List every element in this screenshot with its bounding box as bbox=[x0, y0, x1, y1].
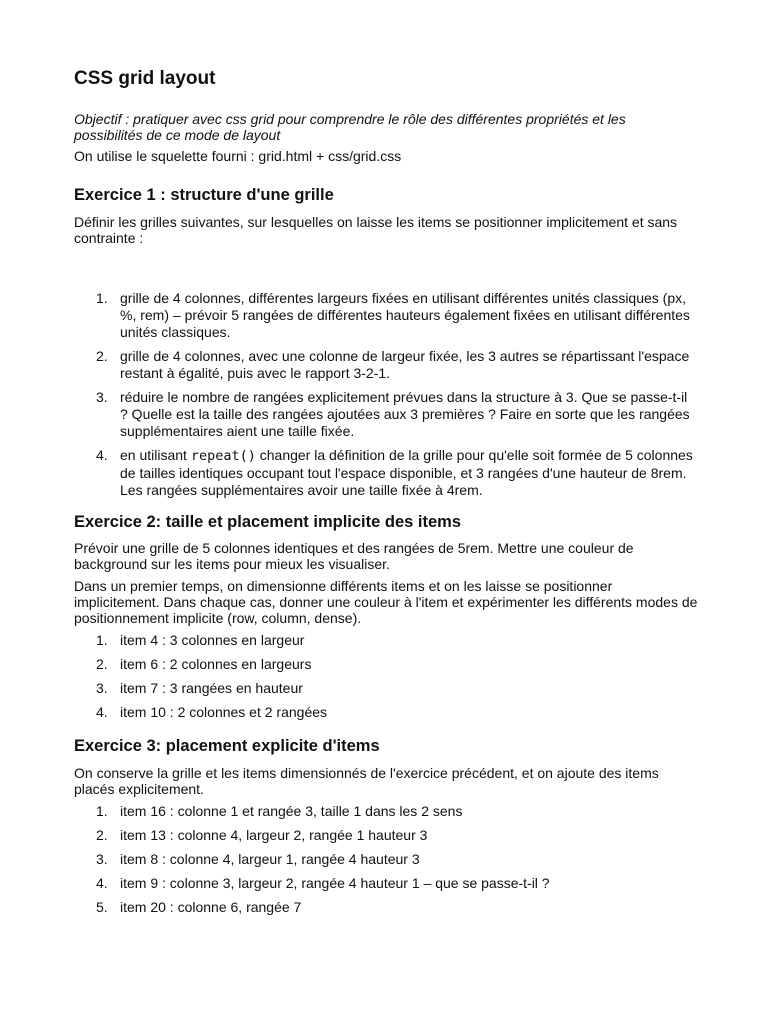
list-item-text-start: en utilisant bbox=[120, 446, 191, 463]
list-item bbox=[74, 290, 698, 341]
list-item-text: grille de 4 colonnes, avec une colonne de largeur fixée, les 3 autres se répartissant l'espace restant à égalité, puis avec le rapport 3-2-1. bbox=[120, 347, 690, 381]
code-snippet: repeat() bbox=[190, 447, 256, 464]
list-item bbox=[74, 803, 698, 820]
exercise-2-heading: Exercice 2: taille et placement implicite des items bbox=[74, 512, 462, 531]
list-item-text: item 10 : 2 colonnes et 2 rangées bbox=[120, 704, 328, 721]
list-item-number: 2. bbox=[96, 347, 108, 364]
list-item bbox=[74, 827, 698, 844]
list-item bbox=[74, 704, 698, 721]
list-item-text: item 13 : colonne 4, largeur 2, rangée 1 hauteur 3 bbox=[120, 827, 428, 844]
list-item-text: item 6 : 2 colonnes en largeurs bbox=[120, 656, 312, 673]
list-item-number: 1. bbox=[96, 289, 108, 306]
exercise-3-list bbox=[74, 803, 698, 916]
list-item bbox=[74, 851, 698, 868]
intro-text: On utilise le squelette fourni : grid.html + css/grid.css bbox=[74, 147, 402, 164]
page-title: CSS grid layout bbox=[74, 68, 216, 89]
list-item-text: item 4 : 3 colonnes en largeur bbox=[120, 632, 305, 649]
list-item-number: 1. bbox=[96, 632, 108, 649]
exercise-1-list bbox=[74, 290, 698, 499]
list-item-number: 3. bbox=[96, 851, 108, 868]
list-item-number: 2. bbox=[96, 656, 108, 673]
exercise-2-paragraph-2: Dans un premier temps, on dimensionne différents items et on les laisse se positionner implicitement. Dans chaque cas, donner une couleur à l'item et expérimenter les différents modes de positionnement implicite (row, column, dense). bbox=[74, 578, 698, 627]
list-item-number: 4. bbox=[96, 446, 108, 463]
list-item-text: item 9 : colonne 3, largeur 2, rangée 4 hauteur 1 – que se passe-t-il ? bbox=[120, 875, 550, 892]
document-page bbox=[74, 68, 698, 923]
exercise-3-paragraph-1: On conserve la grille et les items dimensionnés de l'exercice précédent, et on ajoute des items placés explicitement. bbox=[74, 765, 659, 798]
list-item-text-end: changer la définition de la grille pour qu'elle soit formée de 5 colonnes de tailles identiques occupant tout l'espace disponible, et 3 rangées d'une hauteur de 8rem. Les rangées supplémentaires avoir une taille fixée à 4rem. bbox=[120, 446, 693, 498]
list-item-text: grille de 4 colonnes, différentes largeurs fixées en utilisant différentes unités classiques (px, %, rem) – prévoir 5 rangées de différentes hauteurs également fixées en utilisant différentes unités classiques. bbox=[120, 289, 690, 340]
list-item-text: item 20 : colonne 6, rangée 7 bbox=[120, 899, 302, 916]
list-item-text: réduire le nombre de rangées explicitement prévues dans la structure à 3. Que se passe-t-il ? Quelle est la taille des rangées ajoutées aux 3 premières ? Faire en sorte que les rangées supplémentaires aient une taille fixée. bbox=[120, 388, 690, 439]
list-item bbox=[74, 632, 698, 649]
list-item-number: 1. bbox=[96, 803, 108, 820]
list-item-text: item 8 : colonne 4, largeur 1, rangée 4 hauteur 3 bbox=[120, 851, 420, 868]
list-item-number: 2. bbox=[96, 827, 108, 844]
exercise-1-heading: Exercice 1 : structure d'une grille bbox=[74, 185, 334, 204]
list-item bbox=[74, 348, 698, 382]
exercise-1-description: Définir les grilles suivantes, sur lesquelles on laisse les items se positionner implicitement et sans contrainte : bbox=[74, 213, 678, 246]
exercise-2-paragraph-1: Prévoir une grille de 5 colonnes identiques et des rangées de 5rem. Mettre une couleur de background sur les items pour mieux les visualiser. bbox=[74, 540, 634, 573]
list-item-number: 4. bbox=[96, 875, 108, 892]
list-item-text: item 16 : colonne 1 et rangée 3, taille 1 dans les 2 sens bbox=[120, 803, 463, 820]
list-item-number: 5. bbox=[96, 899, 108, 916]
list-item-number: 4. bbox=[96, 704, 108, 721]
objective-text: Objectif : pratiquer avec css grid pour comprendre le rôle des différentes propriétés et les possibilités de ce mode de layout bbox=[74, 110, 626, 143]
list-item bbox=[74, 447, 698, 499]
list-item bbox=[74, 875, 698, 892]
list-item-number: 3. bbox=[96, 680, 108, 697]
exercise-2-list bbox=[74, 632, 698, 721]
exercise-3-heading: Exercice 3: placement explicite d'items bbox=[74, 737, 380, 756]
list-item bbox=[74, 680, 698, 697]
list-item-text: item 7 : 3 rangées en hauteur bbox=[120, 680, 303, 697]
list-item-number: 3. bbox=[96, 388, 108, 405]
list-item bbox=[74, 899, 698, 916]
list-item bbox=[74, 656, 698, 673]
list-item bbox=[74, 389, 698, 440]
